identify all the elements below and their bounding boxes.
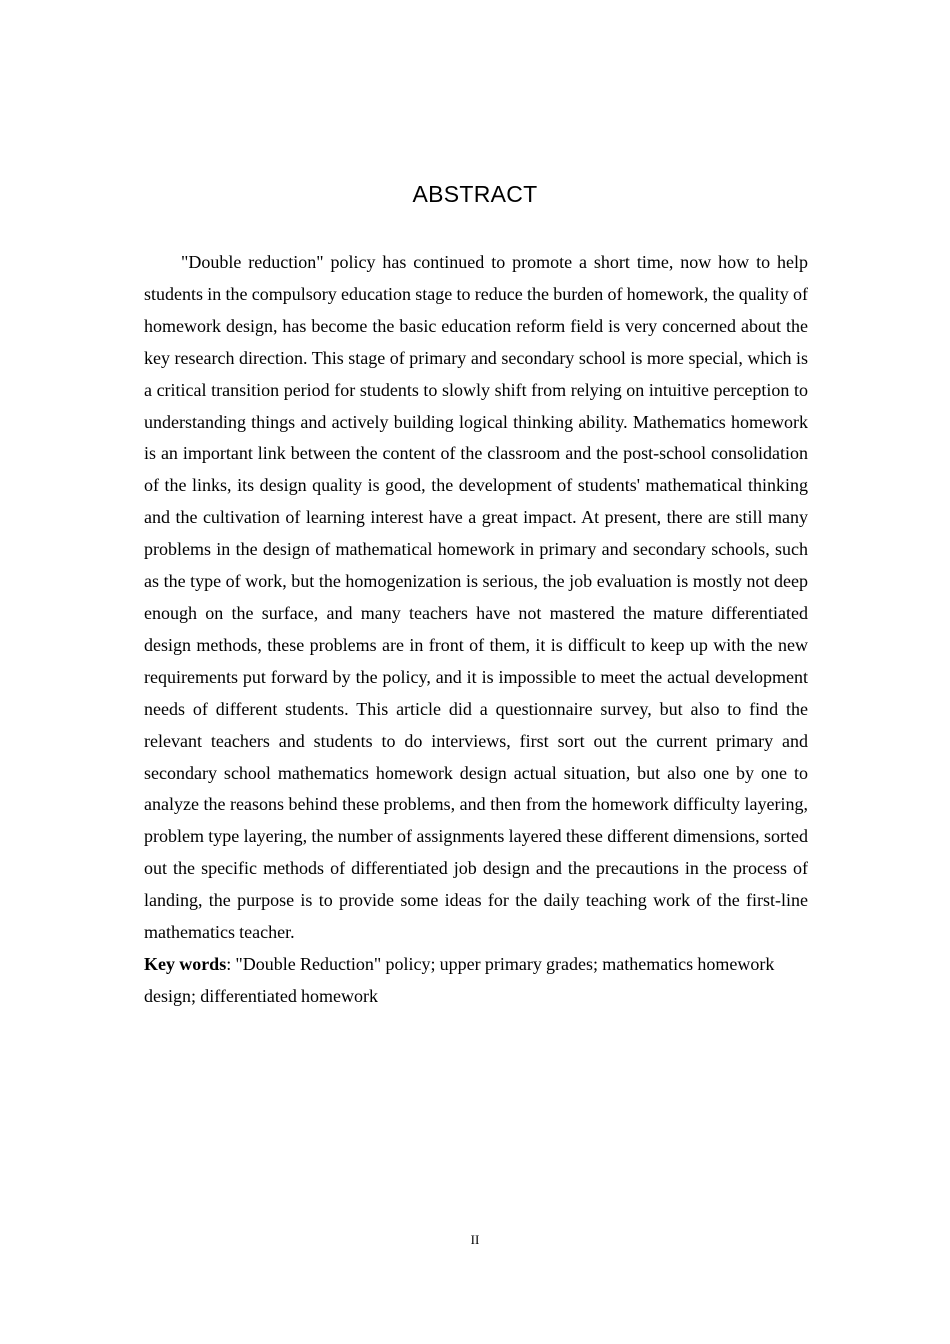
abstract-title: ABSTRACT [412, 181, 538, 207]
keywords-label: Key words [144, 953, 227, 974]
abstract-body [144, 247, 808, 1013]
keywords-separator: : [226, 953, 236, 974]
keywords-text: "Double Reduction" policy; upper primary grades; mathematics homework design; differentiated homework [144, 953, 775, 1006]
abstract-paragraph: "Double reduction" policy has continued to promote a short time, now how to help students in the compulsory education stage to reduce the burden of homework, the quality of homework design, has become the basic education reform field is very concerned about the key research direction. This stage of primary and secondary school is more special, which is a critical transition period for students to slowly shift from relying on intuitive perception to understanding things and actively building logical thinking ability. Mathematics homework is an important link between the content of the classroom and the post-school consolidation of the links, its design quality is good, the development of students' mathematical thinking and the cultivation of learning interest have a great impact. At present, there are still many problems in the design of mathematical homework in primary and secondary schools, such as the type of work, but the homogenization is serious, the job evaluation is mostly not deep enough on the surface, and many teachers have not mastered the mature differentiated design methods, these problems are in front of them, it is difficult to keep up with the new requirements put forward by the policy, and it is impossible to meet the actual development needs of different students. This article did a questionnaire survey, but also to find the relevant teachers and students to do interviews, first sort out the current primary and secondary school mathematics homework design actual situation, but also one by one to analyze the reasons behind these problems, and then from the homework difficulty layering, problem type layering, the number of assignments layered these different dimensions, sorted out the specific methods of differentiated job design and the precautions in the process of landing, the purpose is to provide some ideas for the daily teaching work of the first-line mathematics teacher. [144, 252, 808, 943]
page-number: II [470, 1232, 480, 1247]
keywords-line [144, 949, 808, 1013]
